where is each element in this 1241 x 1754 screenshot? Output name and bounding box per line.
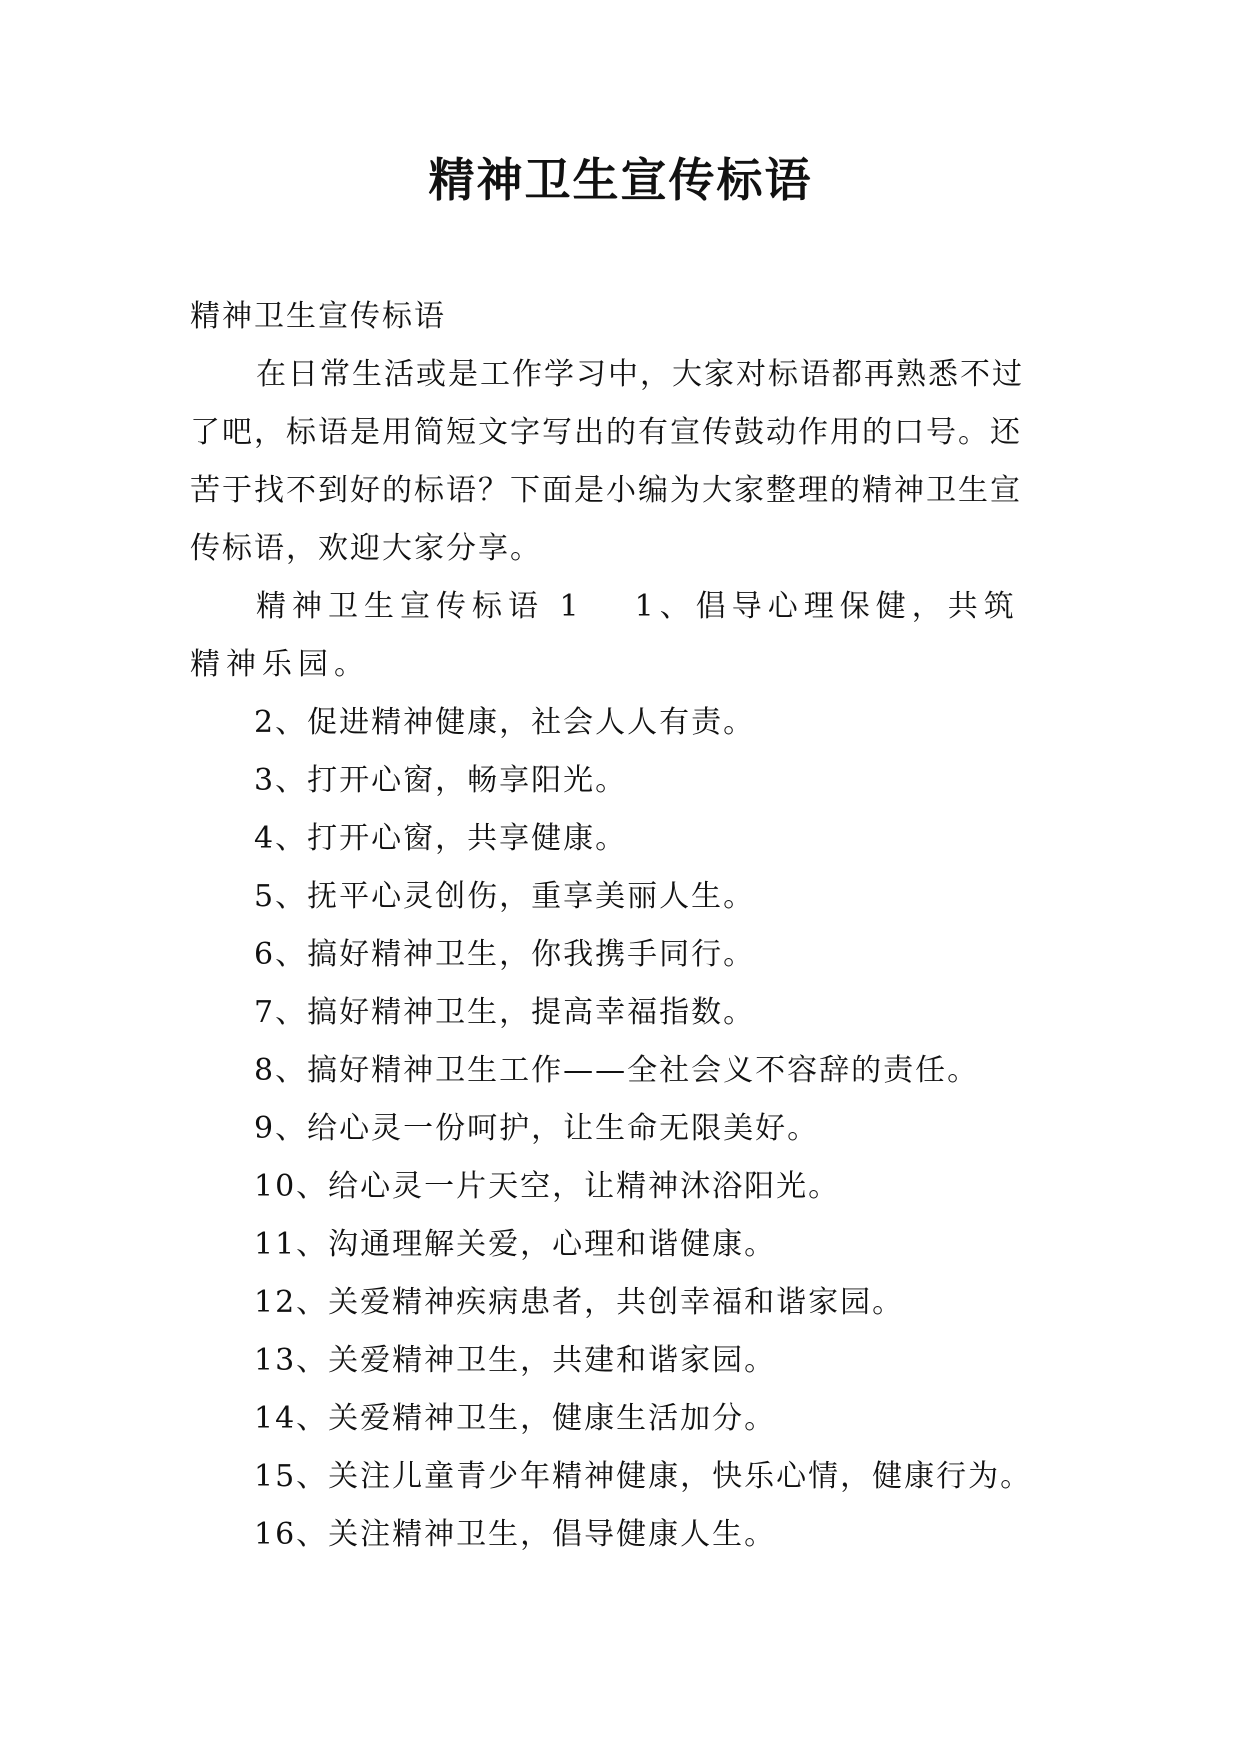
slogan-item: 11、沟通理解关爱，心理和谐健康。: [254, 1227, 777, 1262]
subtitle-line: 精神卫生宣传标语: [190, 299, 446, 334]
first-slogan: 1、倡导心理保健，共筑精神乐园。: [190, 589, 1020, 682]
section-heading: 精神卫生宣传标语 1: [256, 589, 585, 624]
slogan-item: 9、给心灵一份呵护，让生命无限美好。: [254, 1111, 820, 1146]
slogan-item: 7、搞好精神卫生，提高幸福指数。: [254, 995, 756, 1030]
slogan-item: 16、关注精神卫生，倡导健康人生。: [254, 1517, 777, 1552]
slogan-item: 3、打开心窗，畅享阳光。: [254, 763, 628, 798]
document-body: [190, 288, 1050, 1564]
slogan-item: 4、打开心窗，共享健康。: [254, 821, 628, 856]
slogan-item: 2、促进精神健康，社会人人有责。: [254, 705, 756, 740]
section-paragraph: [190, 578, 1050, 694]
document-title: 精神卫生宣传标语: [428, 153, 813, 207]
slogan-item: 15、关注儿童青少年精神健康，快乐心情，健康行为。: [254, 1459, 1033, 1494]
slogan-item: 10、给心灵一片天空，让精神沐浴阳光。: [254, 1169, 841, 1204]
slogan-item: 5、抚平心灵创伤，重享美丽人生。: [254, 879, 756, 914]
intro-paragraph: 在日常生活或是工作学习中，大家对标语都再熟悉不过了吧，标语是用简短文字写出的有宣传鼓动作用的口号。还苦于找不到好的标语？下面是小编为大家整理的精神卫生宣传标语，欢迎大家分享。: [190, 357, 1024, 566]
slogan-item: 13、关爱精神卫生，共建和谐家园。: [254, 1343, 777, 1378]
slogan-item: 8、搞好精神卫生工作——全社会义不容辞的责任。: [254, 1053, 980, 1088]
slogan-item: 6、搞好精神卫生，你我携手同行。: [254, 937, 756, 972]
slogan-item: 14、关爱精神卫生，健康生活加分。: [254, 1401, 777, 1436]
slogan-item: 12、关爱精神疾病患者，共创幸福和谐家园。: [254, 1285, 905, 1320]
